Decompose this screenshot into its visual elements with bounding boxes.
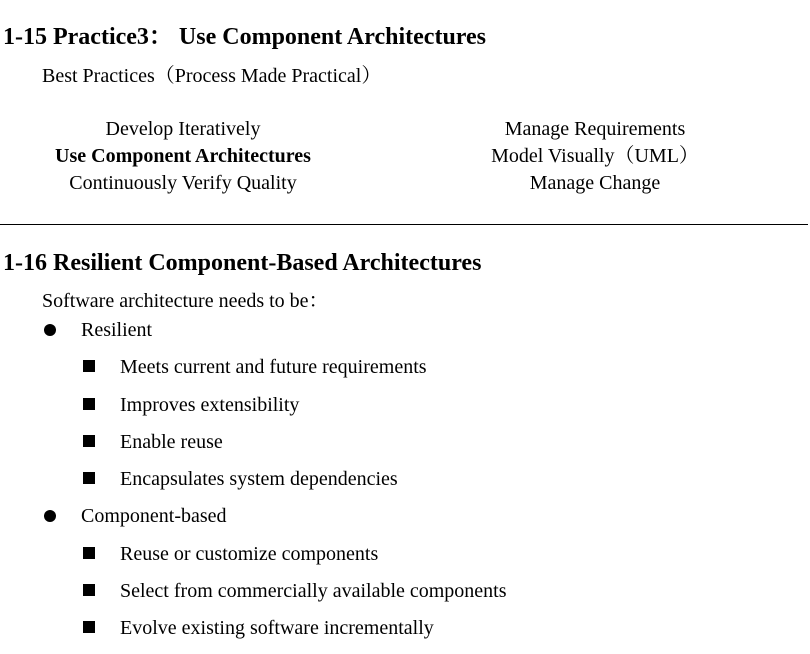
list-item (81, 467, 507, 491)
square-bullet-icon (83, 398, 95, 410)
list-item-text: Encapsulates system dependencies (120, 468, 398, 491)
practice-item-highlighted: Use Component Architectures (55, 145, 311, 167)
list-item-text: Reuse or customize components (120, 542, 379, 565)
list-item (81, 579, 507, 603)
best-practices-subtitle: Best Practices（Process Made Practical） (42, 65, 382, 87)
list-item-label: Component-based (81, 505, 227, 528)
round-bullet-icon (44, 510, 56, 522)
square-bullet-icon (83, 621, 95, 633)
list-item (81, 616, 507, 640)
list-item-text: Evolve existing software incrementally (120, 617, 434, 640)
architecture-intro: Software architecture needs to be： (42, 290, 329, 312)
practice-item: Develop Iteratively (105, 118, 261, 140)
architecture-requirements-list (0, 318, 507, 654)
square-bullet-icon (83, 547, 95, 559)
list-item-text: Select from commercially available components (120, 580, 507, 603)
practice-item: Manage Requirements (504, 118, 686, 140)
practices-right-column (450, 116, 740, 197)
list-item-text: Improves extensibility (120, 393, 300, 416)
list-item-component-based (0, 504, 507, 640)
section-2-heading: 1-16 Resilient Component-Based Architectures (3, 250, 482, 276)
list-item (81, 542, 507, 566)
section-1-heading: 1-15 Practice3： Use Component Architectures (3, 24, 486, 50)
list-item (81, 355, 507, 379)
component-based-sublist (81, 542, 507, 641)
list-item (81, 393, 507, 417)
list-item (81, 430, 507, 454)
list-item-text: Meets current and future requirements (120, 356, 427, 379)
list-item-label: Resilient (81, 319, 153, 341)
section-divider (0, 224, 808, 225)
round-bullet-icon (44, 324, 56, 336)
square-bullet-icon (83, 360, 95, 372)
practice-item: Manage Change (529, 172, 661, 194)
square-bullet-icon (83, 584, 95, 596)
resilient-sublist (81, 355, 507, 491)
list-item-resilient (0, 318, 507, 491)
square-bullet-icon (83, 435, 95, 447)
square-bullet-icon (83, 472, 95, 484)
practices-left-column (40, 116, 326, 197)
practice-item: Model Visually（UML） (491, 145, 699, 167)
list-item-text: Enable reuse (120, 430, 223, 453)
practice-item: Continuously Verify Quality (69, 172, 297, 194)
